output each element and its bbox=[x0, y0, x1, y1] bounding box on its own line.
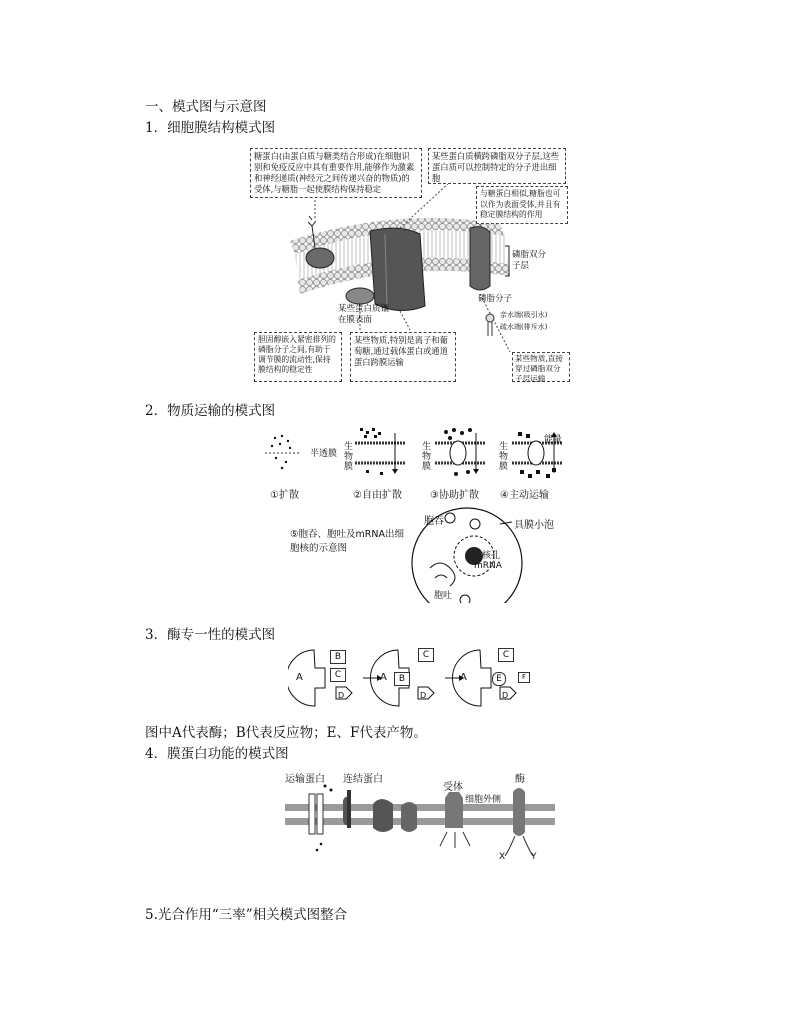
enzyme-a-label-2: A bbox=[380, 672, 387, 683]
product-e: E bbox=[492, 672, 506, 686]
molecule-c-3: C bbox=[498, 648, 514, 662]
transport-figure bbox=[260, 428, 570, 603]
diffusion-caption: ①扩散 bbox=[270, 490, 299, 501]
mrna-label: mRNA bbox=[474, 561, 502, 571]
glycoprotein-note: 糖蛋白(由蛋白质与糖类结合形成)在细胞识别和免疫反应中具有重要作用,能够作为激素和神经递质(神经元之间传递兴奋的物质)的受体,与糖脂一起使膜结构保持稳定 bbox=[250, 148, 422, 198]
membrane-structure-figure bbox=[250, 146, 570, 382]
endo-exocytosis-caption: ⑤胞吞、胞吐及mRNA出细胞核的示意图 bbox=[290, 529, 404, 554]
free-diffusion-caption: ②自由扩散 bbox=[353, 490, 402, 501]
molecule-d-2: D bbox=[420, 691, 427, 700]
enzyme-specificity-figure bbox=[288, 646, 538, 710]
section-3-title: 3．酶专一性的模式图 bbox=[145, 627, 276, 643]
transmembrane-protein-note: 某些蛋白质横跨磷脂双分子层,这些蛋白质可以控制特定的分子进出细胞 bbox=[428, 148, 566, 184]
semipermeable-label: 半透膜 bbox=[310, 449, 338, 459]
vesicle-label: 具膜小泡 bbox=[514, 520, 554, 531]
hydrophilic-label: 亲水端(吸引水) bbox=[500, 311, 548, 319]
energy-label: 能量 bbox=[544, 435, 563, 445]
section-1-title: 1．细胞膜结构模式图 bbox=[145, 120, 276, 136]
glycolipid-note: 与糖蛋白相似,糖脂也可以作为表面受体,并且有稳定膜结构的作用 bbox=[476, 186, 568, 224]
bilayer-label: 磷脂双分子层 bbox=[512, 250, 547, 271]
nuclear-pore-label: 核孔 bbox=[482, 551, 501, 561]
section-4-title: 4．膜蛋白功能的模式图 bbox=[145, 746, 289, 762]
exocytosis-label: 胞吐 bbox=[434, 591, 453, 601]
molecule-d-3: D bbox=[502, 691, 509, 700]
phospholipid-label: 磷脂分子 bbox=[478, 294, 513, 304]
carrier-protein-note: 某些物质,特别是离子和葡萄糖,通过载体蛋白或通道蛋白跨膜运输 bbox=[350, 332, 456, 382]
substrate-b-bound: B bbox=[394, 672, 410, 686]
surface-protein-label: 某些蛋白质镶在膜表面 bbox=[338, 304, 390, 325]
enzyme-a-label-1: A bbox=[296, 672, 303, 683]
product-y-label: Y bbox=[531, 852, 537, 862]
membrane-protein-figure bbox=[285, 768, 555, 866]
product-f: F bbox=[518, 672, 530, 683]
cholesterol-note: 胆固醇嵌入紧密排列的磷脂分子之间,有助于调节膜的流动性,保持膜结构的稳定性 bbox=[254, 332, 342, 382]
biomembrane-label-3: 生物膜 bbox=[422, 442, 432, 472]
section-2-title: 2．物质运输的模式图 bbox=[145, 403, 276, 419]
biomembrane-label-4: 生物膜 bbox=[499, 442, 509, 472]
active-transport-caption: ④主动运输 bbox=[500, 490, 549, 501]
outside-cell-label: 细胞外侧 bbox=[465, 795, 502, 805]
biomembrane-label-2: 生物膜 bbox=[344, 442, 354, 472]
product-x-label: X bbox=[499, 852, 506, 862]
main-heading: 一、模式图与示意图 bbox=[145, 99, 267, 115]
linker-protein-label: 连结蛋白 bbox=[343, 774, 383, 785]
endocytosis-label: 胞吞 bbox=[424, 516, 444, 527]
receptor-label: 受体 bbox=[443, 782, 463, 793]
direct-diffusion-note: 某些物质,直接穿过磷脂双分子层运输 bbox=[512, 352, 570, 382]
enzyme-figure-caption: 图中A代表酶；B代表反应物；E、F代表产物。 bbox=[145, 725, 427, 741]
enzyme-label: 酶 bbox=[515, 774, 525, 785]
hydrophobic-label: 疏水端(排斥水) bbox=[500, 323, 548, 331]
facilitated-diffusion-caption: ③协助扩散 bbox=[430, 490, 479, 501]
molecule-c-2: C bbox=[418, 648, 434, 662]
section-5-title: 5.光合作用“三率”相关模式图整合 bbox=[145, 907, 348, 923]
enzyme-a-label-3: A bbox=[460, 672, 467, 683]
molecule-c-1: C bbox=[330, 668, 346, 682]
molecule-d-1: D bbox=[338, 691, 345, 700]
substrate-b: B bbox=[330, 650, 346, 664]
transport-protein-label: 运输蛋白 bbox=[285, 774, 325, 785]
